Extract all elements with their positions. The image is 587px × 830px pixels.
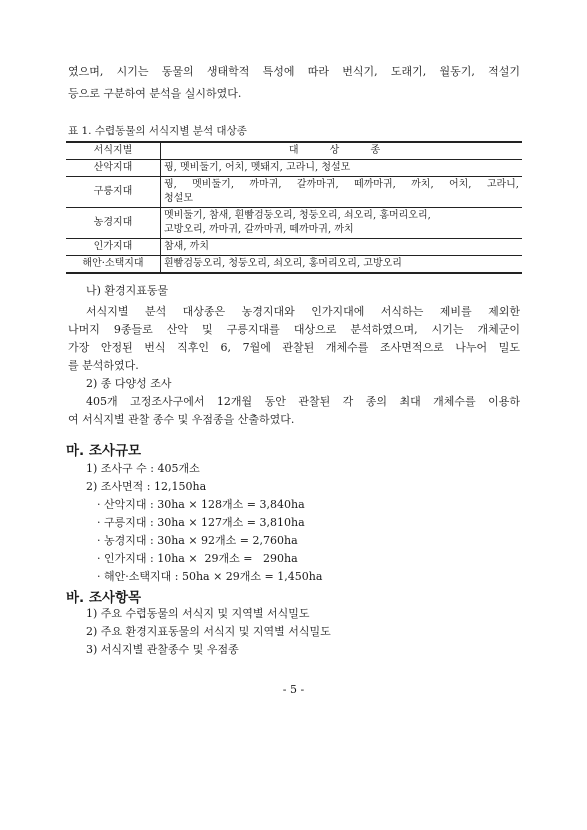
diversity-para-line-1: 405개 고정조사구에서 12개월 동안 관찰된 각 종의 최대 개체수를 이용하 xyxy=(86,395,520,408)
table-row xyxy=(66,177,522,208)
scale-item: · 구릉지대 : 30ha × 127개소 = 3,810ha xyxy=(97,516,305,529)
diversity-heading: 2) 종 다양성 조사 xyxy=(86,377,172,390)
page-number: - 5 - xyxy=(282,683,305,696)
species-cell xyxy=(161,239,523,256)
intro-line-1: 였으며, 시기는 동물의 생태학적 특성에 따라 번식기, 도래기, 월동기, 적설기 xyxy=(68,65,520,78)
survey-item: 2) 주요 환경지표동물의 서식지 및 지역별 서식밀도 xyxy=(86,625,331,638)
habitat-cell: 구릉지대 xyxy=(66,177,161,208)
species-cell xyxy=(161,208,523,239)
habitat-species-table xyxy=(66,141,522,274)
species-line: 꿩, 멧비둘기, 어치, 멧돼지, 고라니, 청설모 xyxy=(164,162,351,173)
scale-item: 1) 조사구 수 : 405개소 xyxy=(86,462,200,475)
species-line: 청설모 xyxy=(164,193,193,204)
indicator-heading: 나) 환경지표동물 xyxy=(86,284,169,297)
scale-item: · 산악지대 : 30ha × 128개소 = 3,840ha xyxy=(97,498,305,511)
section-heading-items: 바. 조사항목 xyxy=(66,590,142,606)
scale-item: · 인가지대 : 10ha × 29개소 = 290ha xyxy=(97,552,298,565)
table-caption: 표 1. 수렵동물의 서식지별 분석 대상종 xyxy=(68,125,247,137)
table-row xyxy=(66,208,522,239)
table-row xyxy=(66,256,522,274)
habitat-cell: 농경지대 xyxy=(66,208,161,239)
survey-item: 1) 주요 수렵동물의 서식지 및 지역별 서식밀도 xyxy=(86,607,310,620)
intro-line-2: 등으로 구분하여 분석을 실시하였다. xyxy=(68,87,242,100)
species-cell xyxy=(161,160,523,177)
species-cell xyxy=(161,177,523,208)
species-cell xyxy=(161,256,523,274)
scale-item: · 농경지대 : 30ha × 92개소 = 2,760ha xyxy=(97,534,298,547)
species-line: 흰빰검둥오리, 청둥오리, 쇠오리, 홍머리오리, 고방오리 xyxy=(164,258,402,269)
indicator-para-line-1: 서식지별 분석 대상종은 농경지대와 인가지대에 서식하는 제비를 제외한 xyxy=(86,305,520,318)
scale-item: · 해안·소택지대 : 50ha × 29개소 = 1,450ha xyxy=(97,570,323,583)
section-heading-scale: 마. 조사규모 xyxy=(66,443,142,459)
table-row xyxy=(66,160,522,177)
table-row xyxy=(66,239,522,256)
species-line: 멧비둘기, 참새, 흰빰검둥오리, 청둥오리, 쇠오리, 홍머리오리, xyxy=(164,210,431,221)
species-line: 참새, 까치 xyxy=(164,241,209,252)
species-line: 고방오리, 까마귀, 갈까마귀, 떼까마귀, 까치 xyxy=(164,224,354,235)
habitat-cell: 인가지대 xyxy=(66,239,161,256)
survey-item: 3) 서식지별 관찰종수 및 우점종 xyxy=(86,643,239,656)
indicator-para-line-3: 가장 안정된 번식 직후인 6, 7월에 관찰된 개체수를 조사면적으로 나누어 밀도 xyxy=(68,341,520,354)
diversity-para-line-2: 여 서식지별 관찰 종수 및 우점종을 산출하였다. xyxy=(68,413,295,426)
scale-item: 2) 조사면적 : 12,150ha xyxy=(86,480,207,493)
species-line: 꿩, 멧비둘기, 까마귀, 갈까마귀, 떼까마귀, 까치, 어치, 고라니, xyxy=(164,179,519,190)
header-habitat: 서식지별 xyxy=(66,142,161,160)
habitat-cell: 산악지대 xyxy=(66,160,161,177)
indicator-para-line-4: 를 분석하였다. xyxy=(68,359,139,372)
header-species: 대 상 종 xyxy=(161,142,523,160)
table-header-row xyxy=(66,142,522,160)
indicator-para-line-2: 나머지 9종들로 산악 및 구릉지대를 대상으로 분석하였으며, 시기는 개체군이 xyxy=(68,323,520,336)
habitat-cell: 해안·소택지대 xyxy=(66,256,161,274)
